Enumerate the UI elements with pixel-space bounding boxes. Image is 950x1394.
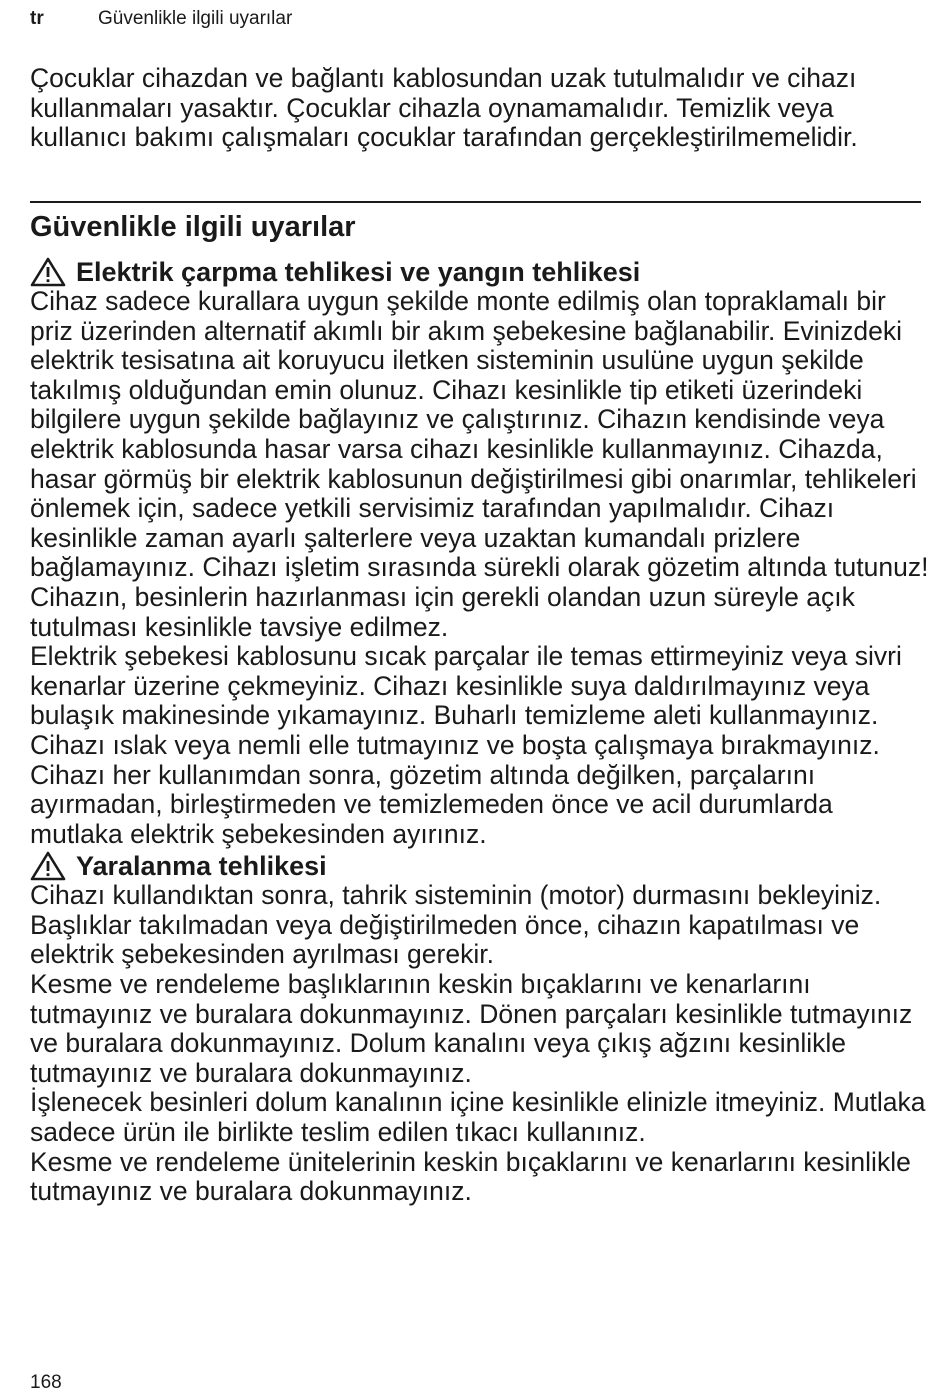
intro-paragraph: Çocuklar cihazdan ve bağlantı kablosundan uzak tutulmalıdır ve cihazı kullanmaları yasaktır. Çocuklar cihazla oynamamalıdır. Temizlik veya kullanıcı bakımı çalışmaları çocuklar tarafından gerçekleştirilmemelidir.: [30, 63, 858, 153]
language-code: tr: [30, 8, 44, 29]
header-section-title: Güvenlikle ilgili uyarılar: [98, 8, 293, 29]
warning-paragraph: İşlenecek besinleri dolum kanalının içine kesinlikle elinizle itmeyiniz. Mutlaka sadece ürün ile birlikte teslim edilen tıkacı kullanınız.: [30, 1087, 926, 1148]
page-header: [30, 8, 292, 30]
warning-paragraph: Cihaz sadece kurallara uygun şekilde monte edilmiş olan topraklamalı bir priz üzerinden alternatif akımlı bir akım şebekesine bağlanabilir. Evinizdeki elektrik tesisatına ait koruyucu iletken sisteminin usulüne uygun şekilde takılmış olduğundan emin olunuz. Cihazı kesinlikle tip etiketi üzerindeki bilgilere uygun şekilde bağlayınız ve çalıştırınız. Cihazın kendisinde veya elektrik kablosunda hasar varsa cihazı kesinlikle kullanmayınız. Cihazda, hasar görmüş bir elektrik kablosunun değiştirilmesi gibi onarımlar, tehlikeleri önlemek için, sadece yetkili servisimiz tarafından yapılmalıdır. Cihazı kesinlikle zaman ayarlı şalterlere veya uzaktan kumandalı prizlere bağlamayınız. Cihazı işletim sırasında sürekli olarak gözetim altında tutunuz! Cihazın, besinlerin hazırlanması için gerekli olandan uzun süreyle açık tutulması kesinlikle tavsiye edilmez.: [30, 286, 929, 642]
safety-section: [30, 206, 930, 1207]
warning-paragraph: Elektrik şebekesi kablosunu sıcak parçalar ile temas ettirmeyiniz veya sivri kenarlar üzerine çekmeyiniz. Cihazı kesinlikle suya daldırılmayınız veya bulaşık makinesinde yıkamayınız. Buharlı temizleme aleti kullanmayınız. Cihazı ıslak veya nemli elle tutmayınız ve boşta çalışmaya bırakmayınız.: [30, 641, 902, 760]
warning-paragraph: Cihazı her kullanımdan sonra, gözetim altında değilken, parçalarını ayırmadan, birleştirmeden ve temizlemeden önce ve acil durumlarda mutlaka elektrik şebekesinden ayırınız.: [30, 759, 833, 849]
section-title: Güvenlikle ilgili uyarılar: [30, 211, 356, 243]
warning-title-electric: [30, 257, 930, 287]
section-divider: [30, 201, 921, 203]
warning-title-injury: [30, 851, 930, 881]
warning-paragraph: Cihazı kullandıktan sonra, tahrik sisteminin (motor) durmasını bekleyiniz. Başlıklar takılmadan veya değiştirilmeden önce, cihazın kapatılması ve elektrik şebekesinden ayrılması gerekir.: [30, 880, 882, 970]
warning-title-text: Elektrik çarpma tehlikesi ve yangın tehlikesi: [76, 257, 641, 287]
page-number: 168: [30, 1372, 62, 1393]
warning-triangle-icon: [30, 257, 66, 287]
warning-title-text: Yaralanma tehlikesi: [76, 851, 327, 882]
warning-paragraph: Kesme ve rendeleme ünitelerinin keskin bıçaklarını ve kenarlarını kesinlikle tutmayınız ve buralara dokunmayınız.: [30, 1146, 911, 1207]
warning-paragraph: Kesme ve rendeleme başlıklarının keskin bıçaklarını ve kenarlarını tutmayınız ve buralara dokunmayınız. Dönen parçaları kesinlikle tutmayınız ve buralara dokunmayınız. Dolum kanalını veya çıkış ağzını kesinlikle tutmayınız ve buralara dokunmayınız.: [30, 969, 913, 1088]
warning-triangle-icon: [30, 851, 66, 881]
